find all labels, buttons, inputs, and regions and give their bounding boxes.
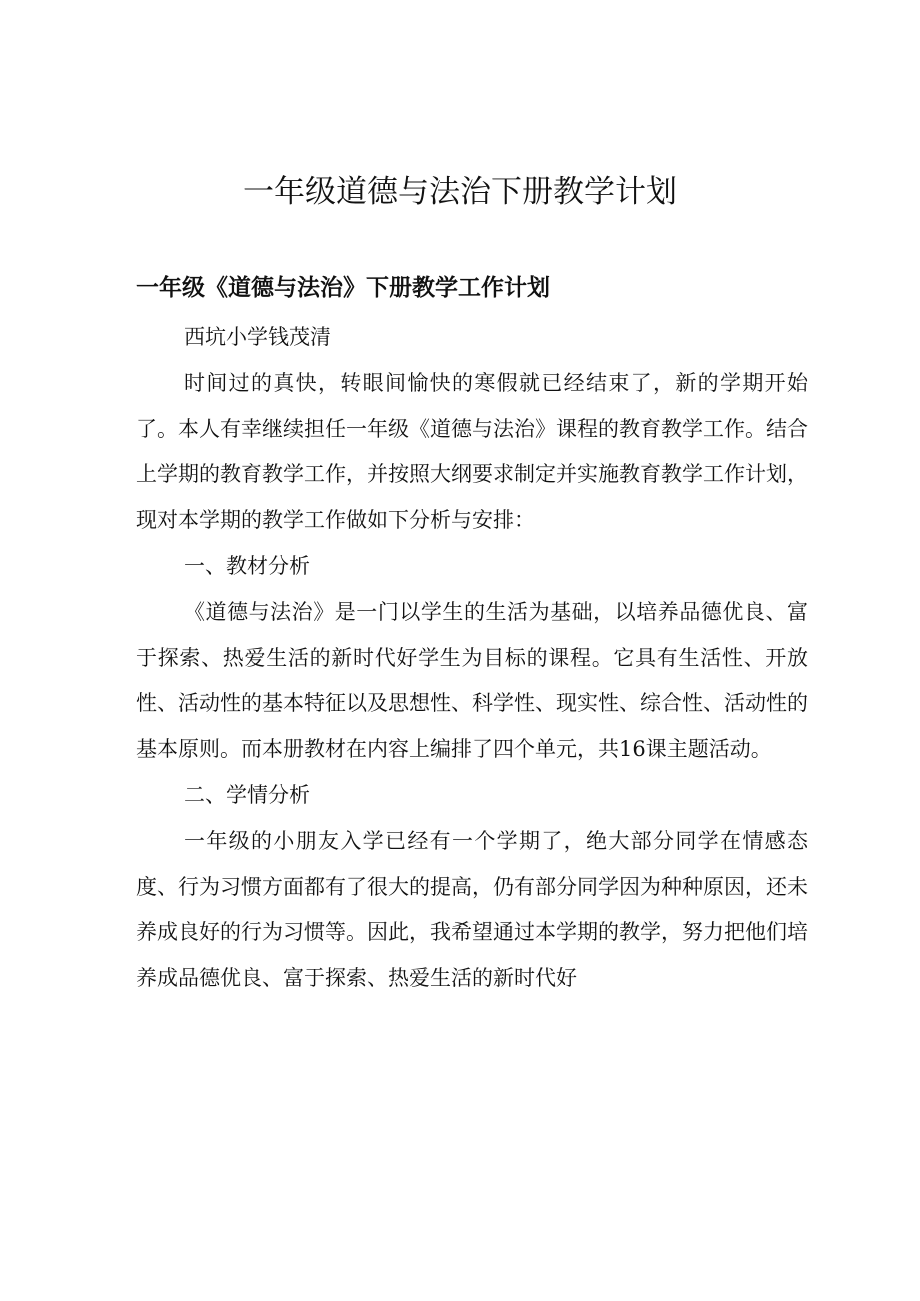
section-heading-students: 二、学情分析 (184, 782, 310, 807)
section-heading-materials: 一、教材分析 (184, 553, 310, 578)
document-body (136, 315, 808, 1002)
students-paragraph: 一年级的小朋友入学已经有一个学期了，绝大部分同学在情感态度、行为习惯方面都有了很大的提高，仍有部分同学因为种种原因，还未养成良好的行为习惯等。因此，我希望通过本学期的教学，努力把他们培养成品德优良、富于探索、热爱生活的新时代好 (136, 828, 808, 991)
materials-paragraph: 《道德与法治》是一门以学生的生活为基础，以培养品德优良、富于探索、热爱生活的新时代好学生为目标的课程。它具有生活性、开放性、活动性的基本特征以及思想性、科学性、现实性、综合性、活动性的基本原则。而本册教材在内容上编排了四个单元，共16课主题活动。 (136, 599, 808, 762)
author-line: 西坑小学钱茂清 (184, 325, 331, 349)
intro-paragraph: 时间过的真快，转眼间愉快的寒假就已经结束了，新的学期开始了。本人有幸继续担任一年级《道德与法治》课程的教育教学工作。结合上学期的教育教学工作，并按照大纲要求制定并实施教育教学工作计划，现对本学期的教学工作做如下分析与安排： (136, 370, 808, 533)
plan-subtitle: 一年级《道德与法治》下册教学工作计划 (136, 275, 550, 301)
document-title: 一年级道德与法治下册教学计划 (243, 174, 677, 210)
